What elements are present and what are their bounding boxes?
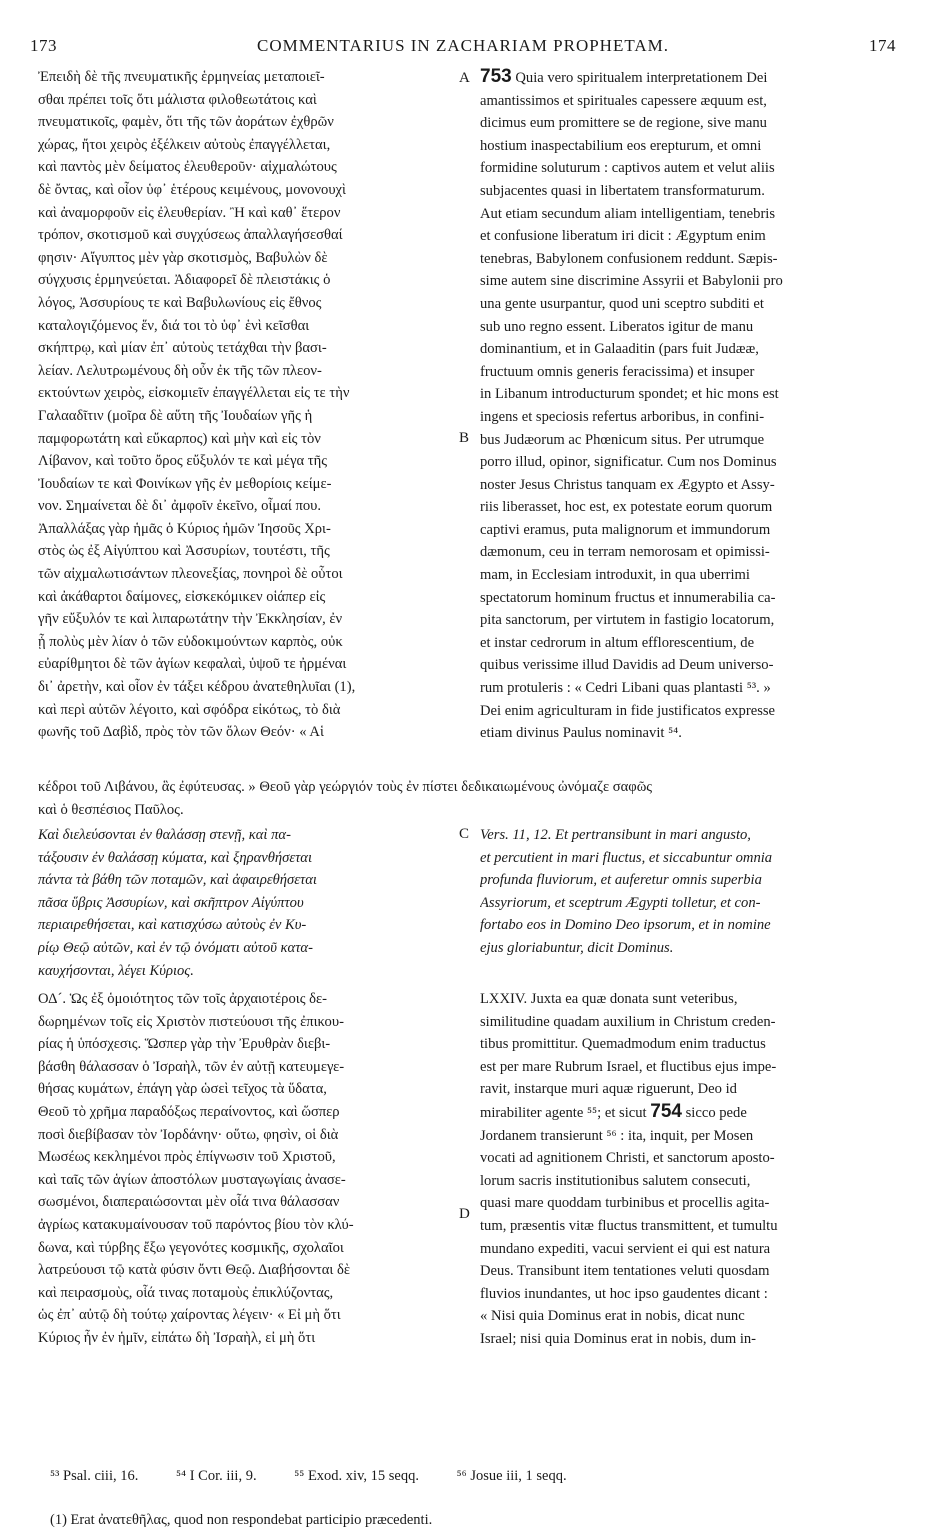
text-line: θήσας κυμάτων, ἐπάγη γὰρ ὡσεὶ τεῖχος τὰ ὕδατα, (38, 1081, 327, 1098)
text-line: formidine soluturum : captivos autem et velut aliis (480, 160, 775, 177)
text-line: Israel; nisi quia Dominus erat in nobis, dum in- (480, 1330, 757, 1347)
greek-verse (38, 824, 456, 982)
text-line: lorum sacris institutionibus salutem consecuti, (480, 1172, 751, 1189)
text-line: bus Judæorum ac Phœnicum situs. Per utrumque (480, 431, 765, 448)
footnote: ⁵⁵ Exod. xiv, 15 seqq. (294, 1468, 419, 1484)
greek-column-1 (38, 66, 456, 744)
text-line: dæmonum, ceu in terram nemorosam et opimissi- (480, 544, 770, 561)
page-number-left: 173 (30, 36, 57, 55)
text-line: Λίβανον, καὶ τοῦτο ὄρος εὔξυλόν τε καὶ μέγα τῆς (38, 453, 328, 470)
text-line: tibus promittitur. Quemadmodum enim traductus (480, 1036, 766, 1053)
column-number-753: 753 (480, 66, 512, 87)
text-line: πᾶσα ὕβρις Ἀσσυρίων, καὶ σκῆπτρον Αἰγύπτου (38, 894, 304, 911)
text-line: δὲ ὄντας, καὶ οἷον ὑφ᾽ ἑτέρους κειμένους, μονονουχὶ (38, 181, 346, 198)
text-line: Κύριος ἦν ἐν ἡμῖν, εἰπάτω δὴ Ἰσραὴλ, εἰ μὴ ὅτι (38, 1329, 316, 1346)
text-line: Ἐπειδὴ δὲ τῆς πνευματικῆς ἑρμηνείας μεταποιεῖ- (38, 69, 325, 85)
column-number-754: 754 (650, 1100, 682, 1122)
text-line: rum protuleris : « Cedri Libani quas plantasti ⁵³. » (480, 680, 771, 697)
text-line: Γαλααδῖτιν (μοῖρα δὲ αὕτη τῆς Ἰουδαίων γῆς ἡ (38, 407, 313, 424)
text-line: πνευματικοῖς, φαμὲν, ὅτι τῆς τῶν ἀοράτων ἐχθρῶν (38, 114, 334, 131)
text-line: ingens et speciosis refertus arboribus, in confini- (480, 408, 765, 425)
text-line: amantissimos et spirituales capessere æquum est, (480, 92, 767, 109)
text-line: καταλογιζόμενος ἕν, διά τοι τὸ ὑφ᾽ ἑνὶ κεῖσθαι (38, 317, 310, 334)
text-line: καὶ πειρασμοὺς, οἷά τινας ποταμοὺς ἐπικλύζοντας, (38, 1284, 334, 1301)
text-line: νον. Σημαίνεται δὲ δι᾽ ἀμφοῖν ἐκεῖνο, οἶμαί που. (38, 498, 321, 515)
text-line: etiam divinus Paulus nominavit ⁵⁴. (480, 725, 682, 742)
text-line (480, 1101, 900, 1125)
text-line: στὸς ὡς ἐξ Αἰγύπτου καὶ Ἀσσυρίων, τουτέστι, τῆς (38, 543, 330, 560)
text-line: δωρημένων τοῖς εἰς Χριστὸν πιστεύουσι τῆς ἐπικου- (38, 1013, 344, 1030)
text-line: φησιν· Αἴγυπτος μὲν γὰρ σκοτισμὸς, Βαβυλὼν δὲ (38, 249, 328, 266)
text-line: τάξουσιν ἐν θαλάσσῃ κύματα, καὶ ξηρανθήσεται (38, 849, 313, 866)
text-line: tenebras, Babylonem confusionem reddunt. Sæpis- (480, 250, 778, 267)
latin-column-2 (480, 988, 900, 1351)
text-line: sime autem sine discrimine Assyrii et Babylonii pro (480, 273, 783, 290)
footnote: ⁵⁴ I Cor. iii, 9. (175, 1468, 257, 1484)
text-line: fluvios inundantes, ut hoc ipso gaudentes dicant : (480, 1285, 768, 1302)
text-line: κέδροι τοῦ Λιβάνου, ἃς ἐφύτευσας. » Θεοῦ γὰρ γεώργιόν τοὺς ἐν πίστει δεδικαιωμένους ὠνόμαζε σαφῶς (38, 779, 653, 795)
text-line: εὐαρίθμητοι δὲ τῶν ἁγίων κεφαλαὶ, ὑψοῦ τε ἠρμέναι (38, 656, 347, 673)
text-line: dominantium, et in Galaaditin (pars fuit Judææ, (480, 341, 759, 358)
text-line: Dei enim agriculturam in fide justificatos expresse (480, 702, 776, 719)
text-line: δωνα, καὶ τύρβης ἔξω γεγονότες κοσμικῆς, σχολαῖοι (38, 1239, 344, 1256)
text-line: et instar cedrorum in altum efflorescentium, de (480, 634, 755, 651)
text-line: sub uno regno essent. Liberatos igitur de manu (480, 318, 754, 335)
text-line: πάντα τὰ βάθη τῶν ποταμῶν, καὶ ἀφαιρεθήσεται (38, 872, 317, 889)
text-line: et confusione liberatum iri dicit : Ægyptum enim (480, 228, 766, 245)
text-line: in Libanum introducturum spondet; et hic mons est (480, 386, 779, 403)
text-line: Καὶ διελεύσονται ἐν θαλάσσῃ στενῇ, καὶ πα- (38, 827, 291, 843)
text-line: καὶ ταῖς τῶν ἁγίων ἀποστόλων μυσταγωγίαις ἀνασε- (38, 1171, 346, 1188)
text-line: LXXIV. Juxta ea quæ donata sunt veteribus, (480, 991, 738, 1007)
text-line: καὶ ἀκάθαρτοι δαίμονες, εἰσκεκόμικεν οἱάπερ εἰς (38, 588, 326, 605)
text-line: vocati ad agnitionem Christi, et sanctorum aposto- (480, 1150, 775, 1167)
text-line: « Nisi quia Dominus erat in nobis, dicat nunc (480, 1308, 745, 1325)
text-line: περιαιρεθήσεται, καὶ κατισχύσω αὐτοὺς ἐν Κυ- (38, 917, 307, 934)
text-line: ravit, instarque muri aquæ riguerunt, Deo id (480, 1081, 737, 1098)
running-title: COMMENTARIUS IN ZACHARIAM PROPHETAM. (256, 36, 670, 55)
text-line: χώρας, ἤτοι χειρὸς ἐξέλκειν αὐτοὺς ἐπαγγέλλεται, (38, 136, 331, 153)
footnotes (50, 1468, 876, 1490)
text-line: porro illud, opinor, significatur. Cum nos Dominus (480, 454, 777, 471)
text-line: fructuum omnis generis feracissima) et insuper (480, 363, 755, 380)
margin-letter-d: D (459, 1206, 470, 1222)
text-line: subjacentes quasi in libertatem transformaturum. (480, 182, 765, 199)
text-line: riis liberasset, hoc est, ex potestate eorum quorum (480, 499, 773, 516)
text-line: Aut etiam secundum aliam intelligentiam, tenebris (480, 205, 776, 222)
latin-verse (480, 824, 900, 960)
text-line: λείαν. Λελυτρωμένους δὴ οὖν ἐκ τῆς τῶν πλεον- (38, 362, 322, 379)
text-line: hostium inaspectabilium eos erepturum, et omni (480, 137, 762, 154)
greek-column-2 (38, 988, 456, 1350)
text-line: Μωσέως κεκλημένοι πρὸς ἐπίγνωσιν τοῦ Χριστοῦ, (38, 1149, 336, 1166)
text-line: Assyriorum, et sceptrum Ægypti tolletur, et con- (480, 894, 761, 911)
text-line: captivi eramus, puta malignorum et immundorum (480, 521, 771, 538)
text-line: δι᾽ ἀρετὴν, καὶ οἷον ἐν τάξει κέδρου ἀνατεθηλυῖαι (1), (38, 679, 356, 696)
text-line: Θεοῦ τὸ χρῆμα παραδόξως περαίνοντος, καὶ ὥσπερ (38, 1103, 340, 1120)
text-line: ρίῳ Θεῷ αὐτῶν, καὶ ἐν τῷ ὀνόματι αὐτοῦ κατα- (38, 939, 313, 956)
text-line: καὶ περὶ αὐτῶν λέγοιτο, καὶ σφόδρα εἰκότως, τὸ διὰ (38, 701, 341, 718)
text-line: ποσὶ διεβίβασαν τὸν Ἰορδάνην· οὕτω, φησὶν, οἱ διὰ (38, 1126, 339, 1143)
text-line: una gente usurpantur, quod uni sceptro subditi et (480, 295, 764, 312)
text-line: εκτούντων χειρὸς, εἰσκομιεῖν ἐπαγγέλλεται εἰς τε τὴν (38, 385, 350, 402)
text-line: tum, præsentis vitæ fluctus transmittent, et tumultu (480, 1217, 778, 1234)
text-line: quasi mare quoddam turbinibus et procellis agita- (480, 1195, 770, 1212)
text-line: profunda fluviorum, et auferetur omnis superbia (480, 872, 762, 889)
text-line: mam, in Ecclesiam introduxit, in qua uberrimi (480, 567, 750, 584)
text-line: τῶν αἰχμαλωτισάντων πλεονεξίας, πονηροὶ δὲ οὗτοι (38, 566, 343, 583)
line-text: sicco pede (685, 1104, 747, 1121)
text-line: σκήπτρῳ, καὶ μίαν ἐπ᾽ αὐτοὺς τετάχθαι τὴν βασι- (38, 340, 327, 357)
text-line: fortabo eos in Domino Deo ipsorum, et in nomine (480, 917, 771, 934)
page-number-right: 174 (869, 36, 896, 55)
text-line: ἀγρίως κατακυμαίνουσαν τοῦ παρόντος βίου τὸν κλύ- (38, 1216, 354, 1233)
text-line: Deus. Transibunt item tentationes veluti quosdam (480, 1263, 770, 1280)
line-text: Quia vero spiritualem interpretationem Dei (515, 70, 768, 86)
text-line: ρίας ἡ ὑπόσχεσις. Ὥσπερ γὰρ τὴν Ἐρυθρὰν διεβι- (38, 1036, 331, 1053)
text-line: γῆν εὔξυλόν τε καὶ λιπαρωτάτην τὴν Ἐκκλησίαν, ἐν (38, 611, 343, 628)
text-line: τρόπον, σκοτισμοῦ καὶ συγχύσεως ἀπαλλαγήσεσθαί (38, 227, 343, 244)
text-line: Jordanem transierunt ⁵⁶ : ita, inquit, per Mosen (480, 1127, 754, 1144)
text-line: Vers. 11, 12. Et pertransibunt in mari angusto, (480, 827, 751, 843)
text-line: ᾗ πολὺς μὲν λίαν ὁ τῶν εὐδοκιμούντων καρπὸς, οὐκ (38, 633, 343, 650)
text-line: Ἰουδαίων τε καὶ Φοινίκων γῆς ἐν μεθορίοις κείμε- (38, 475, 332, 492)
text-line: σωσμένοι, διαπεραιώσονται μὲν οἷά τινα θάλασσαν (38, 1194, 340, 1211)
text-line: est per mare Rubrum Israel, et fluctibus ejus impe- (480, 1058, 777, 1075)
text-line: et percutient in mari fluctus, et siccabuntur omnia (480, 849, 773, 866)
margin-letter-a: A (459, 70, 470, 86)
text-line: mundano expediti, vacui servient ei qui est natura (480, 1240, 771, 1257)
text-line: quibus verissime illud Davidis ad Deum universo- (480, 657, 774, 674)
text-line: καὶ ἀναμορφοῦν εἰς ἐλευθερίαν. Ἢ καὶ καθ᾽ ἕτερον (38, 204, 341, 221)
text-line: σύγχυσις ἑρμηνεύεται. Ἀδιαφορεῖ δὲ πλειστάκις ὁ (38, 272, 331, 289)
text-line: spectatorum hominum fructus et innumerabilia ca- (480, 589, 776, 606)
text-line: καὶ παντὸς μὲν δείματος ἐλευθεροῦν· αἰχμαλώτους (38, 159, 337, 176)
text-line: ὡς ἐπ᾽ αὐτῷ δὴ τούτῳ χαίροντας λέγειν· « Εἰ μὴ ὅτι (38, 1307, 341, 1324)
text-line: σθαι πρέπει τοῖς ὅτι μάλιστα φιλοθεωτάτοις καὶ (38, 91, 317, 108)
greek-full-width (38, 776, 902, 821)
text-line: noster Jesus Christus tanquam ex Ægypto et Assy- (480, 476, 775, 493)
text-line: βάσθη θάλασσαν ὁ Ἰσραὴλ, τῶν ἐν αὐτῇ κατευμεγε- (38, 1058, 345, 1075)
text-line: pita sanctorum, per virtutem in fastigio locatorum, (480, 612, 775, 629)
text-line: similitudine quadam auxilium in Christum creden- (480, 1013, 776, 1030)
running-header (30, 36, 896, 58)
text-line: καυχήσονται, λέγει Κύριος. (38, 962, 194, 979)
margin-letter-c: C (459, 826, 470, 842)
text-line: ejus gloriabuntur, dicit Dominus. (480, 939, 674, 956)
text-line: φωνῆς τοῦ Δαβὶδ, πρὸς τὸν τῶν ὅλων Θεόν· « Αἱ (38, 724, 324, 741)
footnote: ⁵⁶ Josue iii, 1 seqq. (456, 1468, 567, 1484)
text-line: dicimus eum promittere se de regione, sive manu (480, 115, 767, 132)
text-line (480, 66, 900, 90)
text-line: λατρεύουσι τῷ κατὰ φύσιν ὄντι Θεῷ. Διαβήσονται δὲ (38, 1262, 350, 1279)
editorial-note: (1) Erat ἀνατεθῆλας, quod non respondebat participio præcedenti. (50, 1512, 433, 1528)
footnote: ⁵³ Psal. ciii, 16. (50, 1468, 139, 1484)
latin-column-1 (480, 66, 900, 745)
line-text: mirabiliter agente ⁵⁵; et sicut (480, 1104, 647, 1121)
text-line: Ἀπαλλάξας γὰρ ἡμᾶς ὁ Κύριος ἡμῶν Ἰησοῦς Χρι- (38, 520, 331, 537)
text-line: καὶ ὁ θεσπέσιος Παῦλος. (38, 801, 184, 818)
text-line: ΟΔ´. Ὡς ἐξ ὁμοιότητος τῶν τοῖς ἀρχαιοτέροις δε- (38, 991, 327, 1007)
margin-letter-b: B (459, 430, 470, 446)
text-line: λόγος, Ἀσσυρίους τε καὶ Βαβυλωνίους εἰς ἔθνος (38, 294, 322, 311)
text-line: παμφορωτάτη καὶ εὔκαρπος) καὶ μὴν καὶ εἰς τὸν (38, 430, 321, 447)
